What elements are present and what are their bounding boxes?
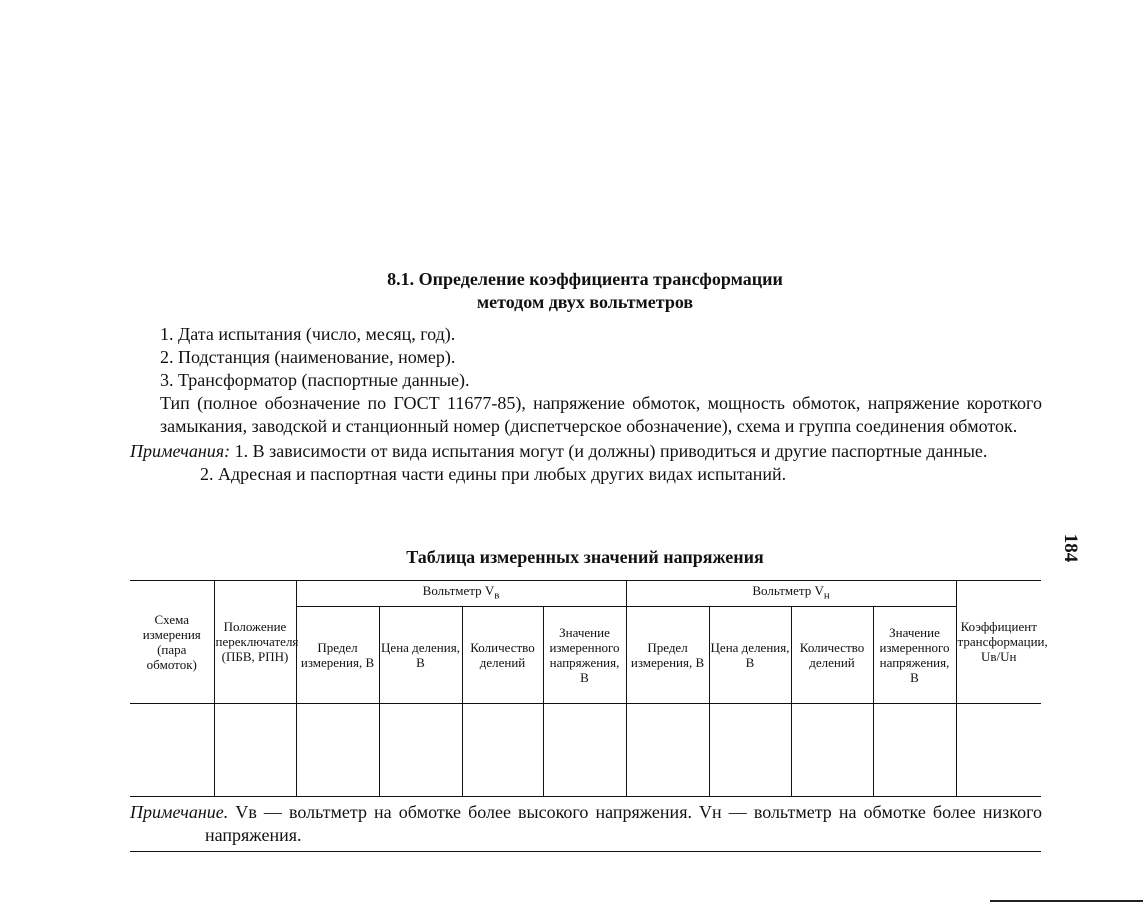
table-cell (214, 703, 296, 796)
list-item-transformer: 3. Трансформатор (паспортные данные). (160, 370, 470, 390)
header-switch-position: Положение переключателя (ПБВ, РПН) (214, 581, 296, 704)
section-title-line-1: 8.1. Определение коэффициента трансформации (387, 269, 783, 289)
table-cell (130, 703, 214, 796)
body-text (130, 323, 1042, 486)
table-row (130, 703, 1041, 796)
header-voltmeter-high: Вольтметр $V_в$ (296, 581, 626, 607)
bottom-rule (130, 851, 1041, 852)
header-voltmeter-low: Вольтметр $V_н$ (626, 581, 956, 607)
scan-edge-line (990, 900, 1143, 902)
note-1: 1. В зависимости от вида испытания могут (и должны) приводиться и другие паспортные данные. (234, 441, 988, 461)
page-number: 184 (1060, 533, 1081, 563)
header-high-division: Цена деления, В (379, 606, 462, 703)
note-2: 2. Адресная и паспортная части едины при любых других видах испытаний. (200, 464, 787, 484)
type-paragraph: Тип (полное обозначение по ГОСТ 11677-85), напряжение обмоток, мощность обмоток, напряжение короткого замыкания, заводской и станционный номер (диспетчерское обозначение), схема и группа соединения обмоток. (160, 393, 1042, 436)
header-high-value: Значение измеренного напряжения, В (543, 606, 626, 703)
table-cell (296, 703, 379, 796)
footnote-label: Примечание. (130, 802, 229, 822)
footnote-text: Vв — вольтметр на обмотке более высокого напряжения. Vн — вольтметр на обмотке более низкого напряжения. (205, 802, 1043, 845)
header-high-limit: Предел измерения, В (296, 606, 379, 703)
notes-label: Примечания: (130, 441, 231, 461)
table-cell (626, 703, 709, 796)
header-high-count: Количество делений (462, 606, 543, 703)
list-item-date: 1. Дата испытания (число, месяц, год). (160, 324, 456, 344)
header-low-count: Количество делений (791, 606, 873, 703)
table-cell (462, 703, 543, 796)
coefficient-formula: Uв/Uн (981, 649, 1017, 665)
measurement-table (130, 580, 1048, 797)
notes-block (130, 440, 1042, 463)
section-title (130, 268, 1040, 314)
table-cell (956, 703, 1041, 796)
table-cell (873, 703, 956, 796)
table-cell (791, 703, 873, 796)
table-cell (543, 703, 626, 796)
section-title-line-2: методом двух вольтметров (476, 292, 694, 312)
header-low-division: Цена деления, В (709, 606, 791, 703)
table-cell (709, 703, 791, 796)
list-item-substation: 2. Подстанция (наименование, номер). (160, 347, 456, 367)
table-title: Таблица измеренных значений напряжения (406, 547, 764, 567)
header-low-limit: Предел измерения, В (626, 606, 709, 703)
table-cell (379, 703, 462, 796)
header-scheme: Схема измерения (пара обмоток) (130, 581, 214, 704)
header-coefficient: Коэффициент трансформации, Uв/Uн (956, 581, 1041, 704)
table-footnote (130, 801, 1042, 847)
header-low-value: Значение измеренного напряжения, В (873, 606, 956, 703)
